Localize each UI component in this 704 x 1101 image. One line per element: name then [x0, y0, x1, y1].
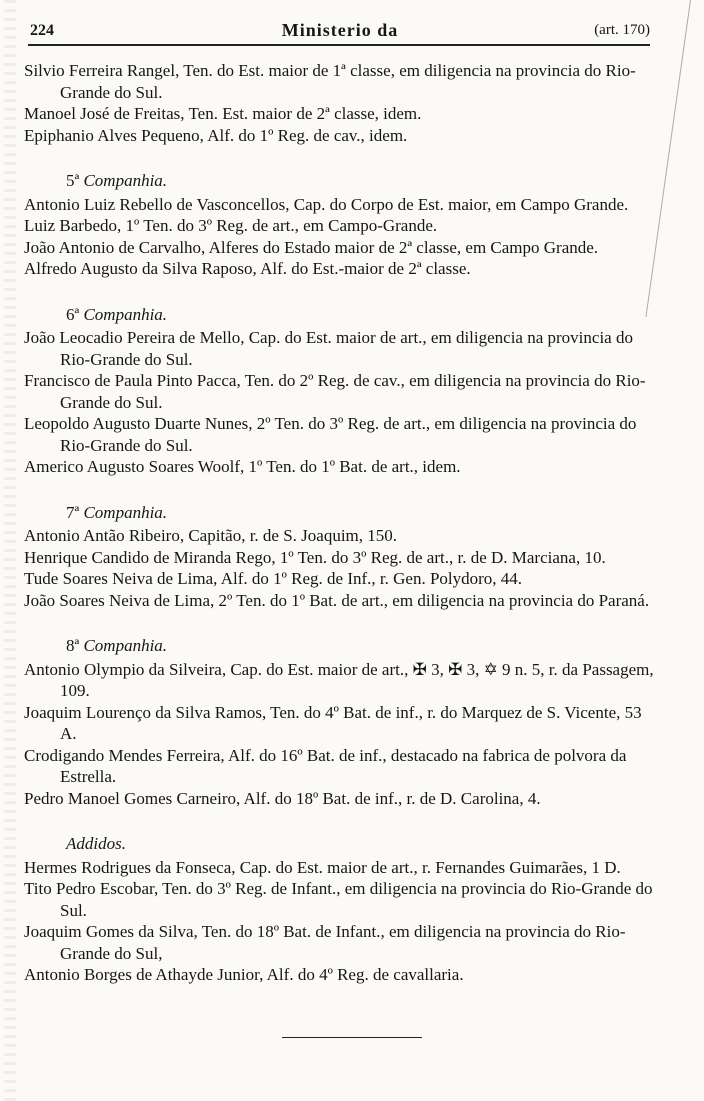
- officer-entry: Americo Augusto Soares Woolf, 1º Ten. do 1º Bat. de art., idem.: [24, 457, 461, 476]
- officer-entry: Tude Soares Neiva de Lima, Alf. do 1º Reg. de Inf., r. Gen. Polydoro, 44.: [24, 569, 523, 588]
- section-label: Companhia.: [83, 502, 168, 522]
- closing-rule: [282, 1037, 422, 1038]
- officer-entry: Pedro Manoel Gomes Carneiro, Alf. do 18º Bat. de inf., r. de D. Carolina, 4.: [24, 788, 541, 808]
- officer-entry: Leopoldo Augusto Duarte Nunes, 2º Ten. do 3º Reg. de art., em diligencia na provincia do Rio-Grande do Sul.: [24, 414, 637, 455]
- section-heading: [0, 833, 704, 855]
- section-label: Companhia.: [83, 304, 168, 324]
- section-label: Companhia.: [83, 636, 168, 655]
- officer-entry: Epiphanio Alves Pequeno, Alf. do 1º Reg. de cav., idem.: [24, 125, 408, 145]
- section-number: 8ª: [66, 636, 80, 655]
- officer-entry: Crodigando Mendes Ferreira, Alf. do 16º Bat. de inf., destacado na fabrica de polvora da Estrella.: [24, 745, 627, 786]
- section-heading: [0, 304, 704, 326]
- officer-entry: Henrique Candido de Miranda Rego, 1º Ten. do 3º Reg. de art., r. de D. Marciana, 10.: [24, 547, 606, 567]
- officer-entry: Antonio Olympio da Silveira, Cap. do Est. maior de art., ✠ 3, ✠ 3, ✡ 9 n. 5, r. da Passagem, 109.: [24, 659, 654, 700]
- listing-body: [0, 60, 704, 986]
- officer-entry: João Leocadio Pereira de Mello, Cap. do Est. maior de art., em diligencia na provincia do Rio-Grande do Sul.: [24, 328, 633, 369]
- section-label: Addidos.: [66, 834, 126, 853]
- officer-entry: Alfredo Augusto da Silva Raposo, Alf. do Est.-maior de 2ª classe.: [24, 259, 471, 278]
- officer-entry: Tito Pedro Escobar, Ten. do 3º Reg. de Infant., em diligencia na provincia do Rio-Grande do Sul.: [24, 879, 653, 920]
- officer-entry: Antonio Luiz Rebello de Vasconcellos, Cap. do Corpo de Est. maior, em Campo Grande.: [24, 194, 629, 214]
- section-label: Companhia.: [83, 171, 168, 190]
- officer-entry: Luiz Barbedo, 1º Ten. do 3º Reg. de art., em Campo-Grande.: [24, 216, 438, 235]
- header-title: Ministerio da: [281, 20, 399, 40]
- header-article-ref: (art. 170): [594, 22, 650, 38]
- section-number: 7ª: [66, 502, 80, 522]
- officer-entry: João Soares Neiva de Lima, 2º Ten. do 1º Bat. de art., em diligencia na provincia do Paraná.: [24, 590, 650, 610]
- officer-entry: Silvio Ferreira Rangel, Ten. do Est. maior de 1ª classe, em diligencia na provincia do Rio-Grande do Sul.: [24, 61, 636, 102]
- header-rule: [28, 44, 650, 46]
- officer-entry: Joaquim Lourenço da Silva Ramos, Ten. do 4º Bat. de inf., r. do Marquez de S. Vicente, 53 A.: [24, 702, 642, 743]
- section-heading: [0, 170, 704, 192]
- officer-entry: Antonio Borges de Athayde Junior, Alf. do 4º Reg. de cavallaria.: [24, 965, 464, 984]
- officer-entry: João Antonio de Carvalho, Alferes do Estado maior de 2ª classe, em Campo Grande.: [24, 237, 599, 257]
- section-heading: [0, 635, 704, 657]
- running-header: [30, 20, 650, 42]
- section-number: 5ª: [66, 171, 80, 190]
- page-number: 224: [30, 22, 54, 39]
- officer-entry: Manoel José de Freitas, Ten. Est. maior de 2ª classe, idem.: [24, 104, 422, 123]
- section-heading: [0, 502, 704, 524]
- section-number: 6ª: [66, 304, 80, 324]
- officer-entry: Joaquim Gomes da Silva, Ten. do 18º Bat. de Infant., em diligencia na provincia do Rio-Grande do Sul,: [24, 922, 626, 963]
- officer-entry: Francisco de Paula Pinto Pacca, Ten. do 2º Reg. de cav., em diligencia na provincia do Rio-Grande do Sul.: [24, 371, 646, 412]
- officer-entry: Antonio Antão Ribeiro, Capitão, r. de S. Joaquim, 150.: [24, 526, 398, 545]
- officer-entry: Hermes Rodrigues da Fonseca, Cap. do Est. maior de art., r. Fernandes Guimarães, 1 D.: [24, 857, 621, 877]
